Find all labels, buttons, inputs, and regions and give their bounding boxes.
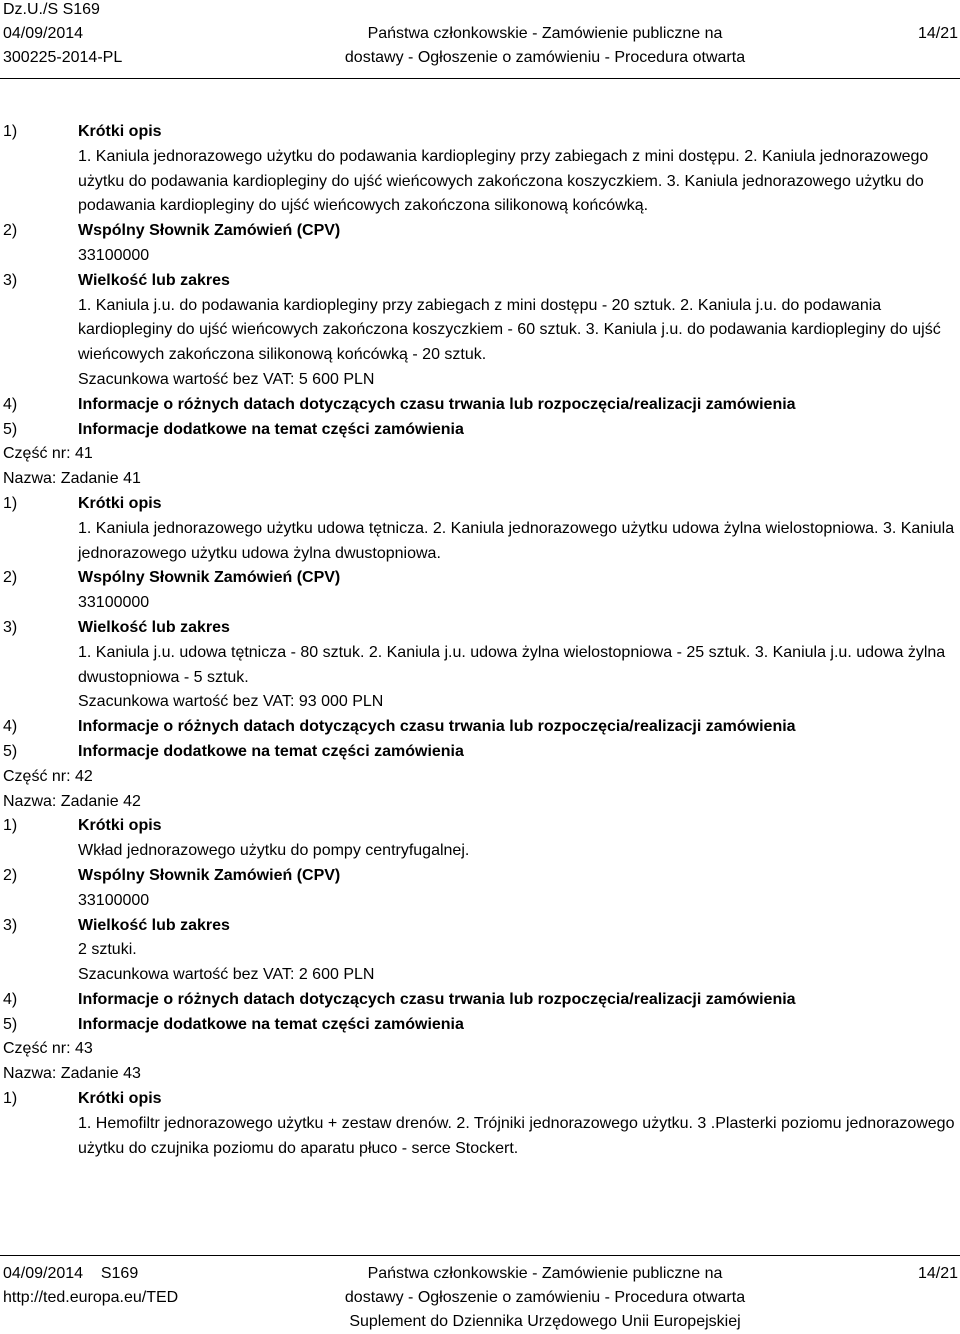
part-number: Część nr: 42 <box>3 767 93 785</box>
section-number: 5) <box>3 742 18 760</box>
section-brief <box>0 814 955 864</box>
section-brief <box>0 492 955 566</box>
section-heading: Informacje dodatkowe na temat części zamówienia <box>78 742 464 760</box>
section-text: 1. Kaniula j.u. udowa tętnicza - 80 sztuk. 2. Kaniula j.u. udowa żylna wielostopniowa - 25 sztuk. 3. Kaniula j.u. udowa żylna dwustopniowa - 5 sztuk. <box>78 643 946 686</box>
section-heading: Krótki opis <box>78 1090 162 1108</box>
footer-center <box>303 1262 787 1334</box>
part-name: Nazwa: Zadanie 41 <box>3 470 141 488</box>
header-title-line1: Państwa członkowskie - Zamówienie publiczne na <box>367 25 723 42</box>
header-date: 04/09/2014 <box>3 25 84 42</box>
section-heading: Informacje dodatkowe na temat części zamówienia <box>78 420 464 438</box>
header-divider <box>0 78 960 79</box>
section-text: Wkład jednorazowego użytku do pompy centryfugalnej. <box>78 842 470 860</box>
section-brief <box>0 1087 955 1161</box>
section-heading: Informacje dodatkowe na temat części zamówienia <box>78 1015 464 1033</box>
section-heading: Wspólny Słownik Zamówień (CPV) <box>78 866 341 884</box>
section-heading: Informacje o różnych datach dotyczących czasu trwania lub rozpoczęcia/realizacji zamówienia <box>78 718 796 736</box>
section-heading: Wspólny Słownik Zamówień (CPV) <box>78 569 341 587</box>
cpv-code: 33100000 <box>78 594 150 612</box>
section-heading: Krótki opis <box>78 817 162 835</box>
section-text: 1. Kaniula j.u. do podawania kardiopleginy przy zabiegach z mini dostępu - 20 sztuk. 2. Kaniula j.u. do podawania kardiopleginy do ujść wieńcowych zakończona koszyczkiem - 60 sztuk. 3. Kaniula j.u. do podawania kardiopleginy do ujść wieńcowych zakończona silikonową końcówką - 20 sztuk. <box>78 296 941 364</box>
section-scope <box>0 269 955 393</box>
section-number: 1) <box>3 817 18 835</box>
section-brief <box>0 120 955 219</box>
footer-url: http://ted.europa.eu/TED <box>3 1289 179 1306</box>
section-heading: Krótki opis <box>78 123 162 140</box>
part-name: Nazwa: Zadanie 43 <box>3 1065 141 1083</box>
section-text: 1. Hemofiltr jednorazowego użytku + zestaw drenów. 2. Trójniki jednorazowego użytku. 3 .Plasterki poziomu jednorazowego użytku do czujnika poziomu do aparatu płuco - serce Stockert. <box>78 1114 955 1157</box>
notice-number: 300225-2014-PL <box>3 49 123 66</box>
page-header <box>3 0 958 72</box>
section-cpv <box>0 864 955 914</box>
document-body <box>0 120 955 1161</box>
section-number: 5) <box>3 1015 18 1033</box>
part-number: Część nr: 43 <box>3 1040 93 1058</box>
footer-page-number: 14/21 <box>917 1265 958 1282</box>
section-number: 4) <box>3 990 18 1008</box>
section-extra <box>0 1013 955 1038</box>
page-footer <box>3 1262 958 1334</box>
section-dates <box>0 988 955 1013</box>
section-scope <box>0 914 955 988</box>
section-number: 2) <box>3 222 18 240</box>
section-text: 1. Kaniula jednorazowego użytku udowa tętnicza. 2. Kaniula jednorazowego użytku udowa żylna wielostopniowa. 3. Kaniula jednorazowego użytku udowa żylna dwustopniowa. <box>78 519 955 562</box>
footer-supplement: Suplement do Dziennika Urzędowego Unii Europejskiej <box>349 1313 741 1330</box>
section-scope <box>0 616 955 715</box>
section-cpv <box>0 566 955 616</box>
footer-issue: S169 <box>100 1265 139 1282</box>
section-number: 4) <box>3 395 18 413</box>
section-heading: Informacje o różnych datach dotyczących czasu trwania lub rozpoczęcia/realizacji zamówienia <box>78 990 796 1008</box>
cpv-code: 33100000 <box>78 246 150 264</box>
header-title-line2: dostawy - Ogłoszenie o zamówieniu - Procedura otwarta <box>344 49 746 66</box>
footer-title-line1: Państwa członkowskie - Zamówienie publiczne na <box>367 1265 723 1282</box>
part-name: Nazwa: Zadanie 42 <box>3 792 141 810</box>
journal-ref: Dz.U./S S169 <box>3 1 100 18</box>
footer-divider <box>0 1255 960 1256</box>
section-heading: Wspólny Słownik Zamówień (CPV) <box>78 222 341 240</box>
section-heading: Wielkość lub zakres <box>78 271 230 289</box>
header-page-number: 14/21 <box>917 25 958 42</box>
section-number: 3) <box>3 618 18 636</box>
section-dates <box>0 393 955 418</box>
section-dates <box>0 715 955 740</box>
footer-title-line2: dostawy - Ogłoszenie o zamówieniu - Procedura otwarta <box>344 1289 746 1306</box>
section-heading: Wielkość lub zakres <box>78 618 230 636</box>
section-number: 3) <box>3 916 18 934</box>
section-number: 1) <box>3 123 18 140</box>
section-extra <box>0 740 955 765</box>
section-heading: Wielkość lub zakres <box>78 916 230 934</box>
footer-left <box>3 1262 178 1310</box>
section-cpv <box>0 219 955 269</box>
section-number: 1) <box>3 1090 18 1108</box>
cpv-code: 33100000 <box>78 891 150 909</box>
section-text: 1. Kaniula jednorazowego użytku do podawania kardiopleginy przy zabiegach z mini dostępu. 2. Kaniula jednorazowego użytku do podawania kardiopleginy do ujść wieńcowych zakończona koszyczkiem. 3. Kaniula jednorazowego użytku do podawania kardiopleginy do ujść wieńcowych zakończona silikonową końcówką. <box>78 147 929 215</box>
estimated-value: Szacunkowa wartość bez VAT: 5 600 PLN <box>78 370 375 388</box>
footer-date: 04/09/2014 <box>3 1265 84 1282</box>
section-number: 1) <box>3 494 18 512</box>
section-heading: Informacje o różnych datach dotyczących czasu trwania lub rozpoczęcia/realizacji zamówienia <box>78 395 796 413</box>
section-heading: Krótki opis <box>78 494 162 512</box>
section-number: 5) <box>3 420 18 438</box>
estimated-value: Szacunkowa wartość bez VAT: 2 600 PLN <box>78 966 375 984</box>
section-number: 2) <box>3 866 18 884</box>
header-left <box>3 0 122 70</box>
section-number: 2) <box>3 569 18 587</box>
section-extra <box>0 418 955 443</box>
section-number: 4) <box>3 718 18 736</box>
estimated-value: Szacunkowa wartość bez VAT: 93 000 PLN <box>78 693 384 711</box>
header-center <box>333 22 757 70</box>
section-number: 3) <box>3 271 18 289</box>
part-number: Część nr: 41 <box>3 445 93 463</box>
section-text: 2 sztuki. <box>78 941 137 959</box>
